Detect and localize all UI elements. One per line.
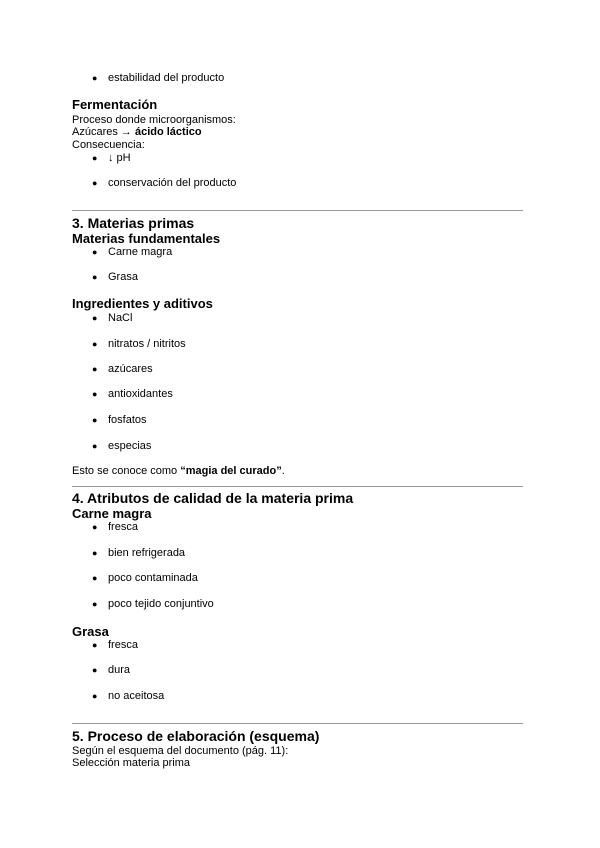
paragraph: Consecuencia:	[72, 139, 145, 151]
subsection-heading: Carne magra	[72, 506, 152, 521]
bullet-icon: ●	[92, 691, 98, 701]
paragraph: Esto se conoce como “magia del curado”.	[72, 465, 285, 477]
bullet-icon: ●	[92, 247, 98, 257]
bullet-icon: ●	[92, 573, 98, 583]
divider	[72, 210, 523, 211]
bullet-icon: ●	[92, 364, 98, 374]
bullet-icon: ●	[92, 272, 98, 282]
subsection-heading: Fermentación	[72, 97, 158, 112]
bullet-icon: ●	[92, 548, 98, 558]
bullet-icon: ●	[92, 73, 98, 83]
bullet-icon: ●	[92, 522, 98, 532]
paragraph: Proceso donde microorganismos:	[72, 114, 236, 126]
section-heading: 4. Atributos de calidad de la materia prima	[72, 490, 354, 506]
bullet-icon: ●	[92, 415, 98, 425]
section-heading: 3. Materias primas	[72, 215, 195, 231]
bullet-icon: ●	[92, 599, 98, 609]
divider	[72, 723, 523, 724]
section-heading: 5. Proceso de elaboración (esquema)	[72, 728, 320, 744]
paragraph: Según el esquema del documento (pág. 11):	[72, 745, 289, 757]
bullet-icon: ●	[92, 178, 98, 188]
bullet-icon: ●	[92, 665, 98, 675]
subsection-heading: Ingredientes y aditivos	[72, 296, 213, 311]
bullet-icon: ●	[92, 153, 98, 163]
document-page: ● estabilidad del producto Fermentación Proceso donde microorganismos: Azúcares → ácido láctico Consecuencia: ● ↓ pH ● conservación del producto 3. Materias primas Materias fundamentales ● Carne magra ● Grasa Ingredientes y aditivos ● NaCl ● nitratos / nitritos ● azúcares ● antioxidantes ● fosfatos ● especias Esto se conoce como “magia del curado”. 4. Atributos de calidad de la materia prima Carne magra ● fresca ● bien refrigerada ● poco contaminada ● poco tejido conjuntivo Grasa ● fresca ● dura ● no aceitosa 5. Proceso de elaboración (esquema) Según el esquema del documento (pág. 11): Selección materia prima	[0, 0, 600, 848]
bullet-icon: ●	[92, 640, 98, 650]
subsection-heading: Materias fundamentales	[72, 231, 221, 246]
paragraph: Azúcares → ácido láctico	[72, 126, 202, 138]
divider	[72, 486, 523, 487]
bullet-icon: ●	[92, 389, 98, 399]
paragraph: Selección materia prima	[72, 757, 190, 769]
bullet-icon: ●	[92, 313, 98, 323]
subsection-heading: Grasa	[72, 624, 109, 639]
bullet-icon: ●	[92, 441, 98, 451]
bullet-icon: ●	[92, 339, 98, 349]
